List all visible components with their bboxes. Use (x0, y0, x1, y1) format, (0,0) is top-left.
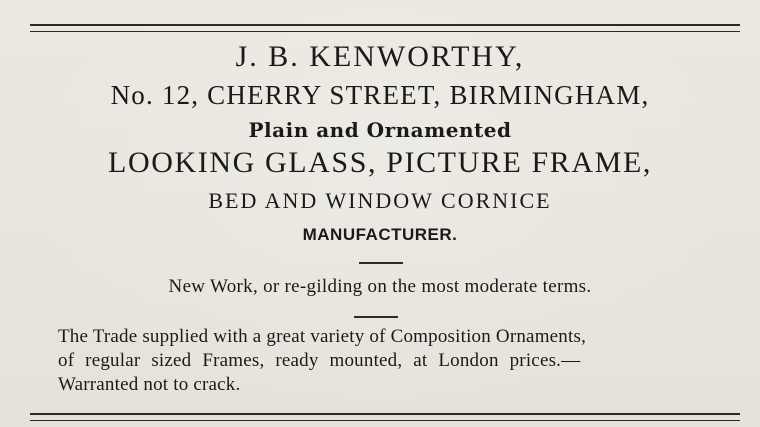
top-double-rule (30, 24, 740, 32)
products-line: LOOKING GLASS, PICTURE FRAME, (108, 146, 652, 179)
trade-paragraph (58, 325, 742, 397)
trade-paragraph-line: of regular sized Frames, ready mounted, at London prices.— (58, 350, 581, 371)
trade-paragraph-line: Warranted not to crack. (58, 374, 241, 395)
section-divider (359, 262, 403, 264)
products-line-secondary: BED AND WINDOW CORNICE (208, 188, 552, 213)
merchant-name: J. B. KENWORTHY, (235, 40, 525, 73)
bottom-double-rule (30, 413, 740, 421)
trade-paragraph-line: The Trade supplied with a great variety of Composition Ornaments, (58, 326, 587, 347)
section-divider (354, 316, 398, 318)
role-line: MANUFACTURER. (302, 225, 458, 244)
merchant-address: No. 12, CHERRY STREET, BIRMINGHAM, (110, 80, 650, 110)
terms-line: New Work, or re-gilding on the most moderate terms. (168, 276, 592, 297)
style-line: Plain and Ornamented (248, 118, 512, 142)
